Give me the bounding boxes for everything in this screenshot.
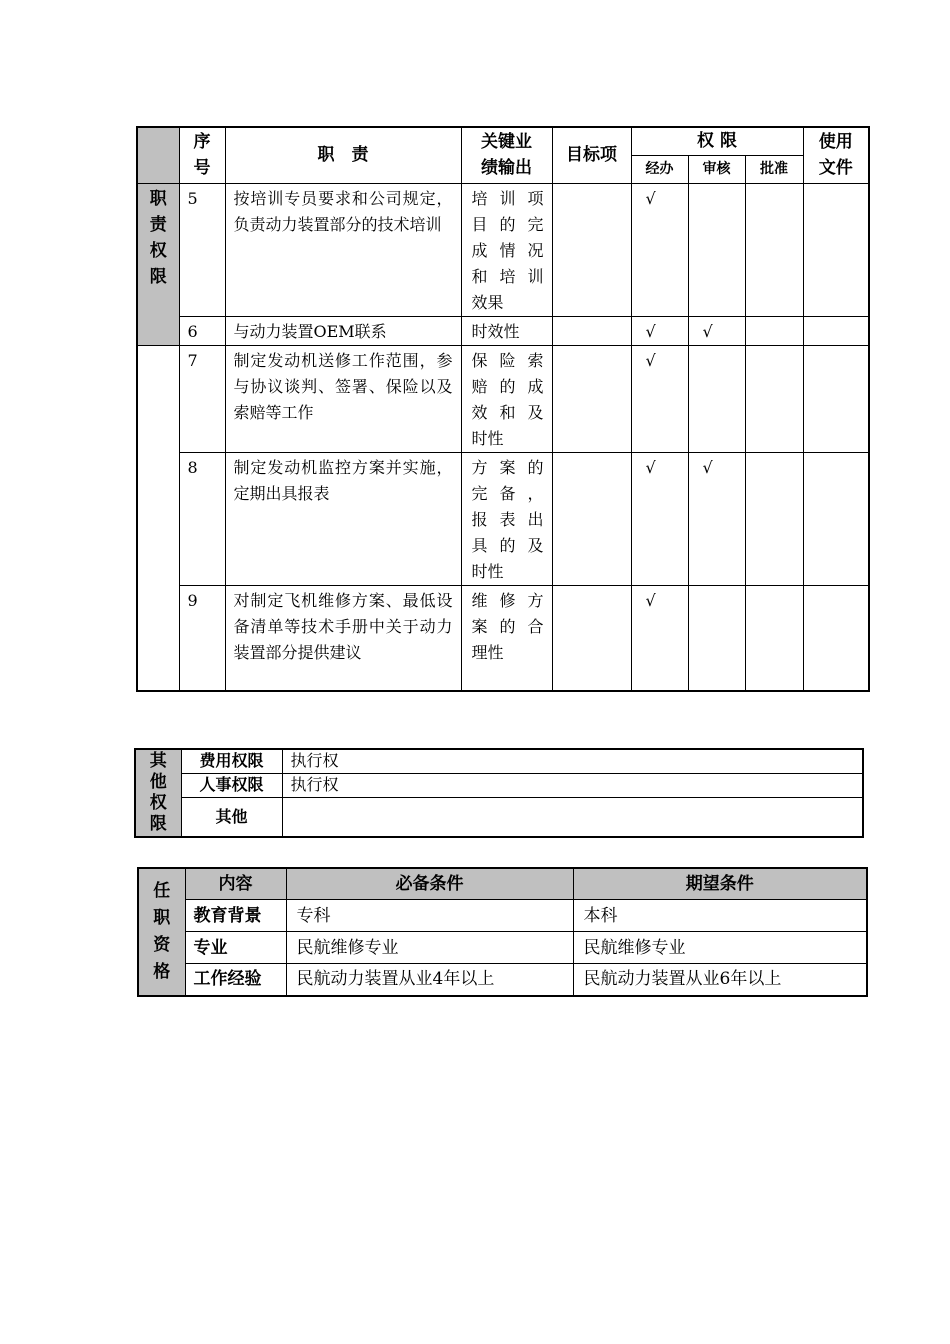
header-required: 必备条件	[286, 868, 573, 900]
other-value	[282, 797, 863, 837]
header-kpi: 关键业 绩输出	[461, 127, 552, 183]
row-review-check: √	[688, 316, 745, 345]
row-required: 专科	[286, 900, 573, 932]
other-label: 其他	[181, 797, 282, 837]
table-row	[137, 345, 869, 452]
table-row	[137, 452, 869, 585]
header-expected: 期望条件	[573, 868, 867, 900]
row-review-check	[688, 345, 745, 452]
row-number: 6	[179, 316, 225, 345]
expense-authority-label: 费用权限	[181, 749, 282, 773]
row-duty: 按培训专员要求和公司规定，负责动力装置部分的技术培训	[225, 183, 461, 316]
table-row	[137, 316, 869, 345]
row-target	[552, 316, 631, 345]
table-row	[138, 868, 867, 900]
table-row	[138, 964, 867, 996]
row-kpi: 方 案 的 完 备 ， 报 表 出 具 的 及 时性	[461, 452, 552, 585]
row-duty: 与动力装置OEM联系	[225, 316, 461, 345]
row-number: 9	[179, 585, 225, 691]
row-kpi: 保 险 索 赔 的 成 效 和 及 时性	[461, 345, 552, 452]
row-expected: 民航动力装置从业6年以上	[573, 964, 867, 996]
table-row	[135, 773, 863, 797]
header-blank-cell	[137, 127, 179, 183]
header-handle: 经办	[631, 155, 688, 183]
header-duty: 职 责	[225, 127, 461, 183]
row-handle-check: √	[631, 452, 688, 585]
row-label: 专业	[185, 932, 286, 964]
header-target: 目标项	[552, 127, 631, 183]
personnel-authority-label: 人事权限	[181, 773, 282, 797]
row-approve-check	[745, 345, 803, 452]
side-label-other-authority: 其 他 权 限	[135, 749, 181, 837]
row-required: 民航维修专业	[286, 932, 573, 964]
row-handle-check: √	[631, 183, 688, 316]
table-row	[138, 900, 867, 932]
side-label-duty-authority: 职 责 权 限	[137, 183, 179, 345]
row-handle-check: √	[631, 345, 688, 452]
row-approve-check	[745, 452, 803, 585]
row-docs	[803, 452, 869, 585]
row-target	[552, 183, 631, 316]
row-kpi: 时效性	[461, 316, 552, 345]
table-row	[135, 749, 863, 773]
row-kpi: 维 修 方 案 的 合 理性	[461, 585, 552, 691]
row-expected: 民航维修专业	[573, 932, 867, 964]
header-seq: 序 号	[179, 127, 225, 183]
side-blank-cell	[137, 345, 179, 691]
row-expected: 本科	[573, 900, 867, 932]
table-row	[137, 585, 869, 691]
row-required: 民航动力装置从业4年以上	[286, 964, 573, 996]
personnel-authority-value: 执行权	[282, 773, 863, 797]
header-approve: 批准	[745, 155, 803, 183]
expense-authority-value: 执行权	[282, 749, 863, 773]
duty-authority-table	[136, 126, 870, 692]
row-duty: 制定发动机送修工作范围，参与协议谈判、签署、保险以及索赔等工作	[225, 345, 461, 452]
row-approve-check	[745, 316, 803, 345]
row-target	[552, 345, 631, 452]
header-content: 内容	[185, 868, 286, 900]
table-row	[135, 797, 863, 837]
row-approve-check	[745, 585, 803, 691]
side-label-qualification: 任 职 资 格	[138, 868, 185, 996]
row-duty: 制定发动机监控方案并实施，定期出具报表	[225, 452, 461, 585]
row-docs	[803, 316, 869, 345]
row-review-check: √	[688, 452, 745, 585]
row-review-check	[688, 585, 745, 691]
row-target	[552, 585, 631, 691]
header-review: 审核	[688, 155, 745, 183]
qualification-table	[137, 867, 868, 997]
row-handle-check: √	[631, 585, 688, 691]
row-label: 工作经验	[185, 964, 286, 996]
header-docs: 使用 文件	[803, 127, 869, 183]
row-review-check	[688, 183, 745, 316]
row-docs	[803, 585, 869, 691]
row-label: 教育背景	[185, 900, 286, 932]
row-approve-check	[745, 183, 803, 316]
row-duty: 对制定飞机维修方案、最低设备清单等技术手册中关于动力装置部分提供建议	[225, 585, 461, 691]
row-kpi: 培 训 项 目 的 完 成 情 况 和 培 训 效果	[461, 183, 552, 316]
row-target	[552, 452, 631, 585]
row-handle-check: √	[631, 316, 688, 345]
table-row	[137, 183, 869, 316]
row-docs	[803, 345, 869, 452]
header-authority: 权 限	[631, 127, 803, 155]
other-authority-table	[134, 748, 864, 838]
row-number: 5	[179, 183, 225, 316]
row-number: 7	[179, 345, 225, 452]
table-row	[138, 932, 867, 964]
row-number: 8	[179, 452, 225, 585]
row-docs	[803, 183, 869, 316]
